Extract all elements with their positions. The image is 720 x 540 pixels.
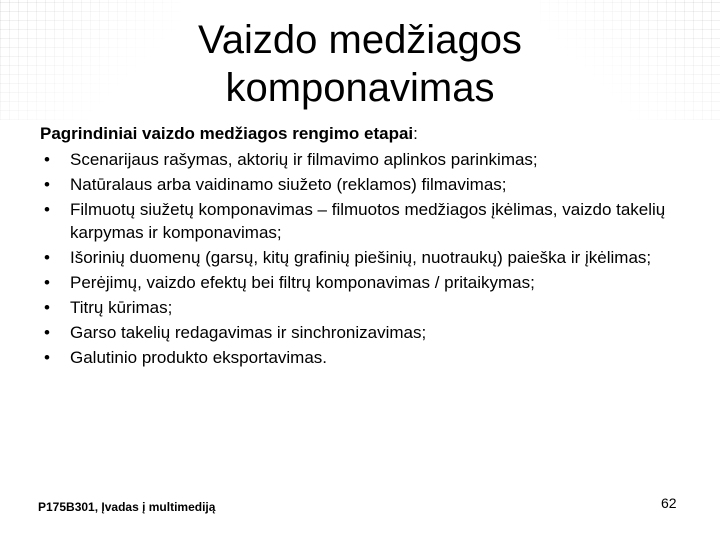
slide-title-line-1: Vaizdo medžiagos [198,18,522,62]
bullet-icon: • [44,200,50,219]
list-item [40,198,688,244]
list-item-text: Natūralaus arba vaidinamo siužeto (reklamos) filmavimas; [70,175,507,194]
slide-body [40,122,688,371]
bullet-icon: • [44,175,50,194]
list-item [40,246,688,269]
list-item [40,148,688,171]
list-item-text: Išorinių duomenų (garsų, kitų grafinių piešinių, nuotraukų) paieška ir įkėlimas; [70,248,652,267]
list-item-text: Galutinio produkto eksportavimas. [70,348,328,367]
intro-paragraph [40,122,688,145]
list-item [40,296,688,319]
list-item [40,271,688,294]
stages-list [40,148,688,369]
list-item-text: Perėjimų, vaizdo efektų bei filtrų komponavimas / pritaikymas; [70,273,535,292]
list-item-text: Garso takelių redagavimas ir sinchronizavimas; [70,323,427,342]
footer-course-title: P175B301, Įvadas į multimediją [38,500,216,514]
list-item-text: Titrų kūrimas; [70,298,173,317]
list-item [40,321,688,344]
list-item-text: Scenarijaus rašymas, aktorių ir filmavimo aplinkos parinkimas; [70,150,538,169]
list-item-text: Filmuotų siužetų komponavimas – filmuotos medžiagos įkėlimas, vaizdo takelių karpymas ir komponavimas; [70,200,666,242]
bullet-icon: • [44,248,50,267]
page-number: 62 [661,495,677,511]
bullet-icon: • [44,150,50,169]
list-item [40,173,688,196]
slide-title [90,16,630,112]
bullet-icon: • [44,323,50,342]
bullet-icon: • [44,348,50,367]
intro-colon: : [413,124,418,143]
slide-title-line-2: komponavimas [225,66,495,110]
bullet-icon: • [44,273,50,292]
bullet-icon: • [44,298,50,317]
intro-heading: Pagrindiniai vaizdo medžiagos rengimo etapai [40,124,414,143]
list-item [40,346,688,369]
